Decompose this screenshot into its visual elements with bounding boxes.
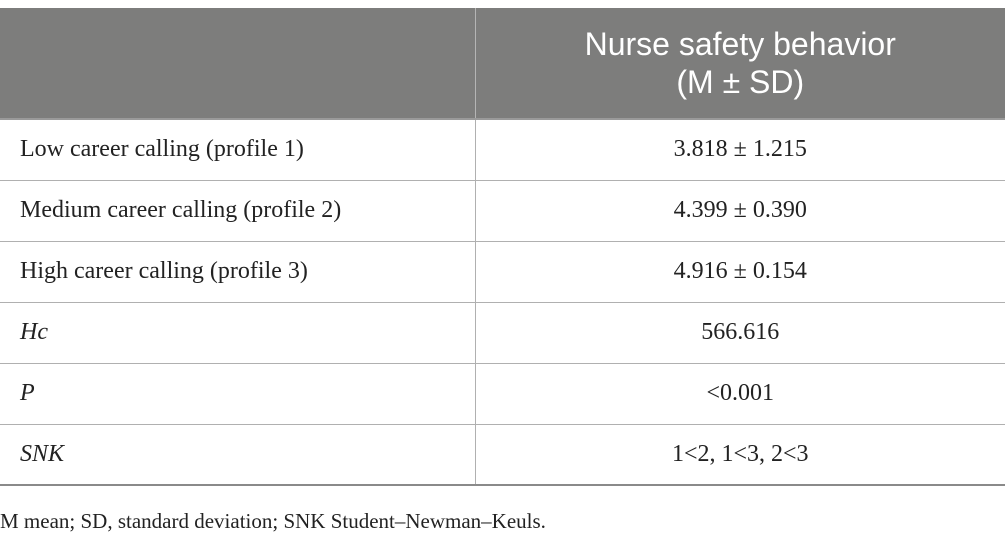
row-label-snk: SNK bbox=[0, 424, 475, 485]
row-value-low: 3.818 ± 1.215 bbox=[475, 119, 1005, 180]
row-label-hc: Hc bbox=[0, 302, 475, 363]
results-table bbox=[0, 8, 1005, 486]
row-value-snk: 1<2, 1<3, 2<3 bbox=[475, 424, 1005, 485]
header-empty-cell bbox=[0, 8, 475, 119]
table-row bbox=[0, 363, 1005, 424]
table-row bbox=[0, 119, 1005, 180]
header-title-line1: Nurse safety behavior bbox=[584, 26, 896, 62]
row-label-medium: Medium career calling (profile 2) bbox=[0, 180, 475, 241]
row-label-p: P bbox=[0, 363, 475, 424]
table-row bbox=[0, 302, 1005, 363]
row-value-medium: 4.399 ± 0.390 bbox=[475, 180, 1005, 241]
table-footnote: M mean; SD, standard deviation; SNK Student–Newman–Keuls. bbox=[0, 509, 546, 533]
header-row bbox=[0, 8, 1005, 119]
row-value-high: 4.916 ± 0.154 bbox=[475, 241, 1005, 302]
row-value-p: <0.001 bbox=[475, 363, 1005, 424]
table-row bbox=[0, 241, 1005, 302]
header-title-line2: (M ± SD) bbox=[676, 64, 805, 100]
row-value-hc: 566.616 bbox=[475, 302, 1005, 363]
header-nurse-safety-behavior bbox=[475, 8, 1005, 119]
row-label-high: High career calling (profile 3) bbox=[0, 241, 475, 302]
table-row bbox=[0, 424, 1005, 485]
table-row bbox=[0, 180, 1005, 241]
row-label-low: Low career calling (profile 1) bbox=[0, 119, 475, 180]
